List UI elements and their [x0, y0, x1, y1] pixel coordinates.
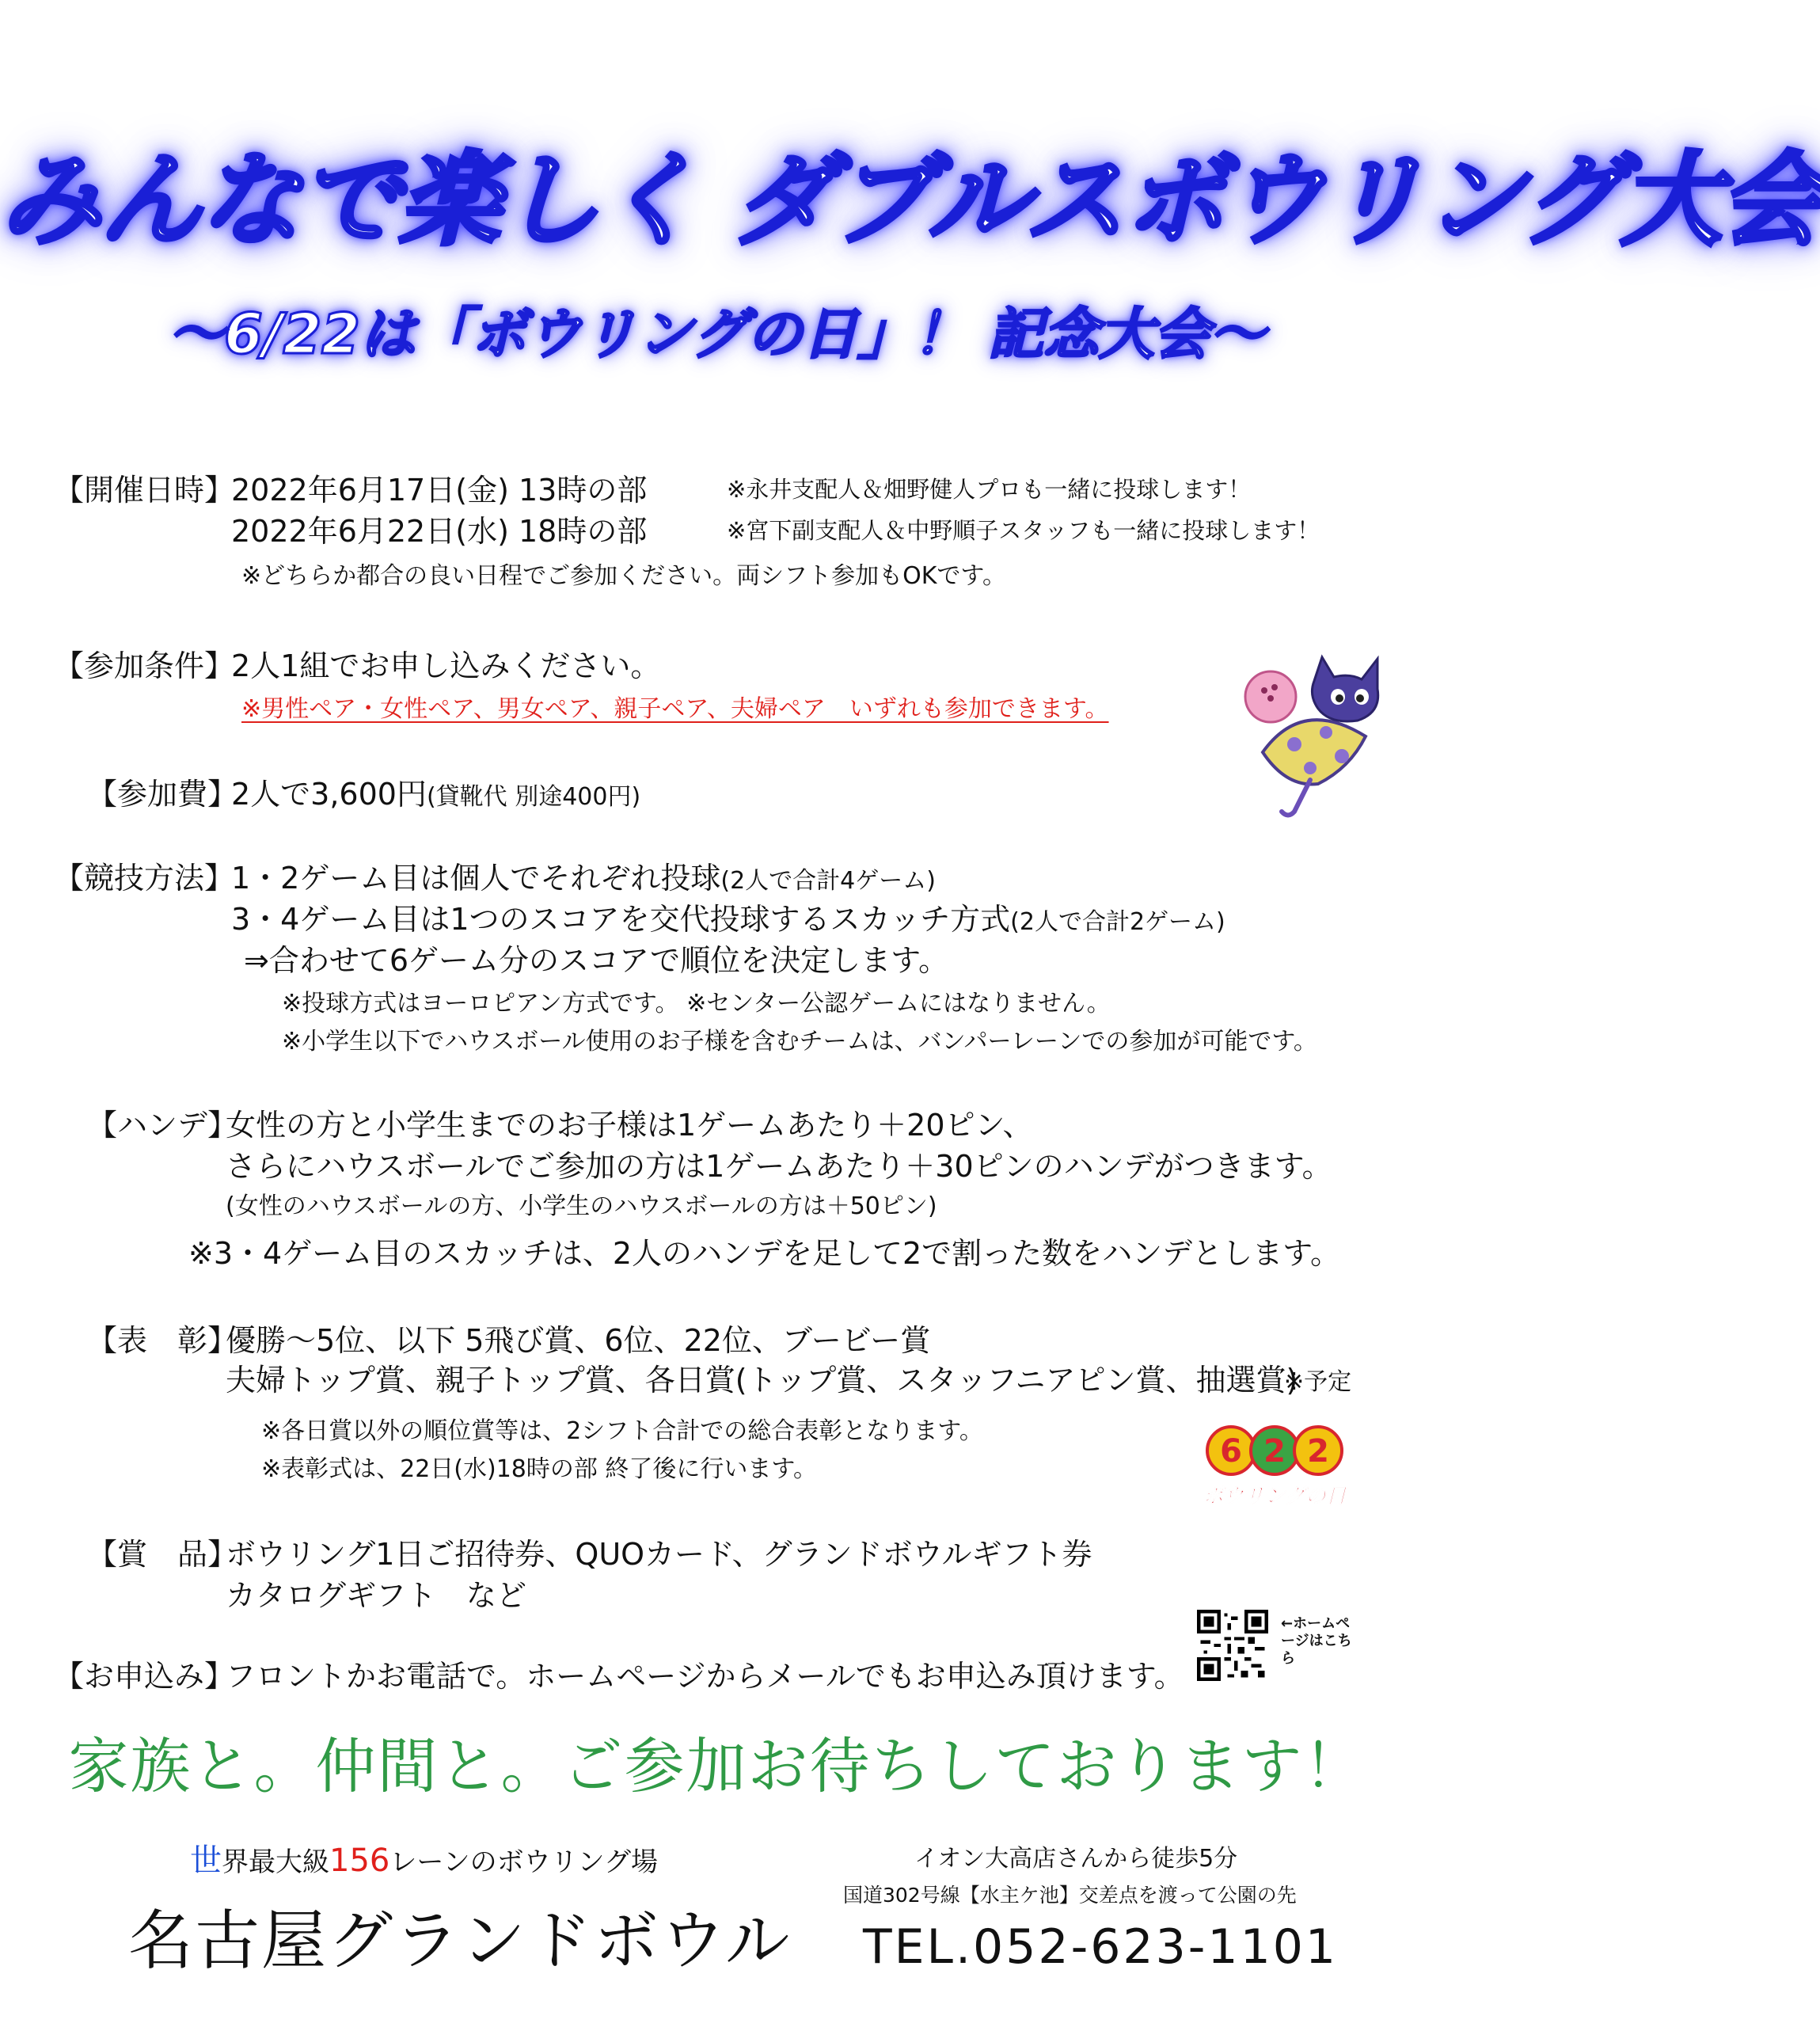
fee-main: 2人で3,600円	[231, 777, 427, 812]
fee-label: 【参加費】	[87, 777, 238, 812]
awards-note-2: ※表彰式は、22日(水)18時の部 終了後に行います。	[261, 1455, 818, 1483]
prizes-label: 【賞 品】	[87, 1537, 238, 1572]
bowling-day-logo	[1203, 1417, 1346, 1512]
method-text-1: 1・2ゲーム目は個人でそれぞれ投球	[231, 861, 721, 896]
method-note-2: ※小学生以下でハウスボール使用のお子様を含むチームは、バンパーレーンでの参加が可能です。	[282, 1028, 1317, 1055]
awards-tentative-note: ※予定	[1284, 1368, 1352, 1396]
schedule-date-1: 2022年6月17日(金) 13時の部	[231, 473, 648, 508]
method-sub-1: (2人で合計4ゲーム)	[720, 867, 936, 895]
access-line-2: 国道302号線【水主ケ池】交差点を渡って公園の先	[843, 1884, 1297, 1907]
method-line-1	[231, 854, 936, 897]
handicap-line-2: さらにハウスボールでご参加の方は1ゲームあたり＋30ピンのハンデがつきます。	[226, 1149, 1332, 1184]
conditions-main: 2人1組でお申し込みください。	[231, 648, 661, 683]
handicap-scotch-note: ※3・4ゲーム目のスカッチは、2人のハンデを足して2で割った数をハンデとします。	[188, 1236, 1341, 1271]
qr-code-icon[interactable]	[1197, 1610, 1268, 1681]
tagline: 家族と。仲間と。ご参加お待ちしております！	[68, 1731, 1366, 1801]
schedule-date-2: 2022年6月22日(水) 18時の部	[231, 514, 648, 549]
prizes-line-1: ボウリング1日ご招待券、QUOカード、グランドボウルギフト券	[226, 1537, 1092, 1572]
footer-tagline	[190, 1835, 658, 1881]
awards-line-1: 優勝〜5位、以下 5飛び賞、6位、22位、ブービー賞	[226, 1323, 931, 1358]
schedule-note-1: ※永井支配人＆畑野健人プロも一緒に投球します！	[727, 476, 1252, 503]
footer-kai-text: 界最大級	[222, 1846, 329, 1878]
qr-homepage-note: ←ホームページはこちら	[1281, 1615, 1352, 1667]
logo-digit-2: 2	[1263, 1433, 1286, 1470]
fee-shoes-note: (貸靴代 別途400円)	[426, 783, 641, 811]
awards-note-1: ※各日賞以外の順位賞等は、2シフト合計での総合表彰となります。	[261, 1417, 983, 1445]
venue-name: 名古屋グランドボウル	[128, 1903, 792, 1979]
handicap-line-1: 女性の方と小学生までのお子様は1ゲームあたり＋20ピン、	[226, 1108, 1033, 1143]
phone-number[interactable]: TEL.052-623-1101	[863, 1919, 1339, 1975]
conditions-pairs-note: ※男性ペア・女性ペア、男女ペア、親子ペア、夫婦ペア いずれも参加できます。	[241, 695, 1109, 723]
method-result: ⇒合わせて6ゲーム分のスコアで順位を決定します。	[244, 943, 949, 978]
prizes-line-2: カタログギフト など	[226, 1578, 527, 1613]
schedule-label: 【開催日時】	[54, 473, 235, 508]
awards-label: 【表 彰】	[87, 1323, 238, 1358]
schedule-note-3: ※どちらか都合の良い日程でご参加ください。両シフト参加もOKです。	[241, 562, 1007, 590]
conditions-label: 【参加条件】	[54, 648, 235, 683]
method-note-1: ※投球方式はヨーロピアン方式です。 ※センター公認ゲームにはなりません。	[282, 990, 1111, 1017]
logo-text: ボウリングの日	[1203, 1485, 1347, 1508]
footer-sekai: 世	[190, 1843, 222, 1879]
mascot-cat-icon	[1231, 649, 1389, 823]
apply-label: 【お申込み】	[54, 1659, 235, 1694]
logo-digit-1: 6	[1220, 1433, 1242, 1470]
method-text-2: 3・4ゲーム目は1つのスコアを交代投球するスカッチ方式	[231, 902, 1011, 937]
method-label: 【競技方法】	[54, 861, 235, 896]
method-line-2	[231, 895, 1225, 938]
handicap-label: 【ハンデ】	[87, 1108, 238, 1143]
access-line-1: イオン大高店さんから徒歩5分	[914, 1845, 1238, 1873]
footer-lane-count: 156	[329, 1843, 390, 1879]
fee-line	[231, 770, 640, 813]
logo-digit-3: 2	[1307, 1433, 1329, 1470]
schedule-note-2: ※宮下副支配人＆中野順子スタッフも一緒に投球します！	[727, 517, 1320, 544]
handicap-line-3: (女性のハウスボールの方、小学生のハウスボールの方は＋50ピン)	[226, 1192, 937, 1220]
footer-lane-text: レーンのボウリング場	[389, 1846, 658, 1878]
method-sub-2: (2人で合計2ゲーム)	[1010, 908, 1225, 936]
apply-text: フロントかお電話で。ホームページからメールでもお申込み頂けます。	[226, 1659, 1184, 1694]
awards-line-2: 夫婦トップ賞、親子トップ賞、各日賞(トップ賞、スタッフニアピン賞、抽選賞)	[226, 1363, 1298, 1398]
page-subtitle: 〜6/22は「ボウリングの日」！ 記念大会〜	[169, 302, 1265, 367]
page-title: みんなで楽しく ダブルスボウリング大会	[0, 142, 1820, 260]
